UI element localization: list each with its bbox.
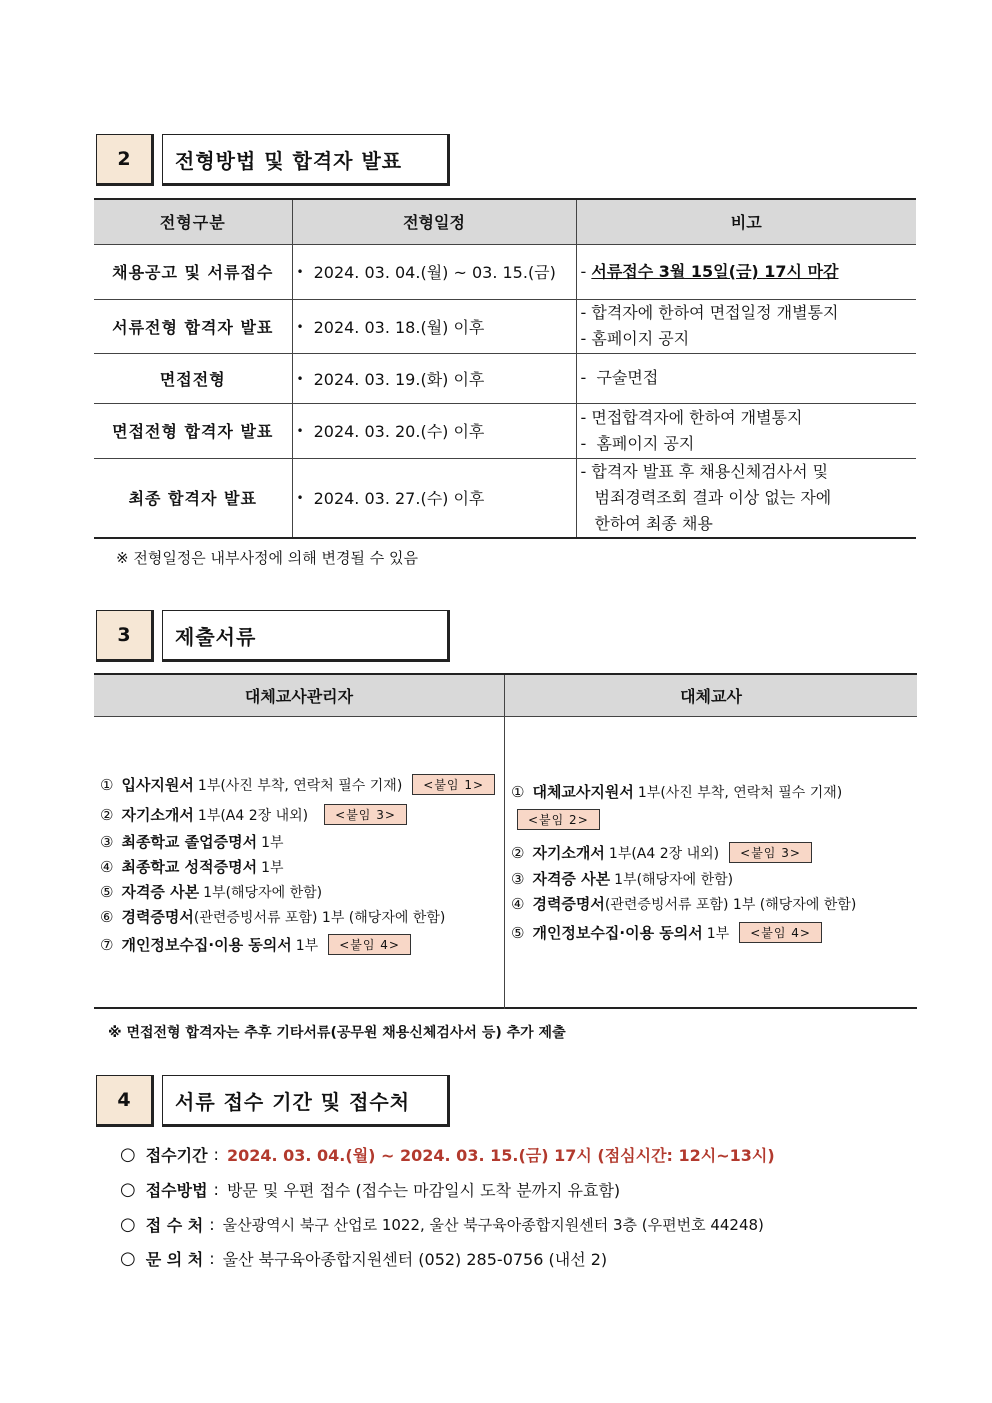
note-text: 합격자에 한하여 면접일정 개별통지 [591, 303, 839, 322]
column-header: 대체교사관리자 [94, 675, 505, 716]
note-text: 합격자 발표 후 채용신체검사서 및 [591, 461, 829, 481]
info-receipt-place: ○ 접 수 처 : 울산광역시 북구 산업로 1022, 울산 북구육아종합지원센터 3층 (우편번호 44248) [120, 1214, 764, 1235]
list-item: ⑥ 경력증명서 (관련증빙서류 포함) 1부 (해당자에 한함) [100, 907, 446, 926]
teacher-documents-list [505, 717, 917, 1009]
schedule-footnote: ※ 전형일정은 내부사정에 의해 변경될 수 있음 [116, 549, 418, 567]
note-text: 면접합격자에 한하여 개별통지 [591, 407, 803, 427]
list-item: ⑤ 자격증 사본 1부(해당자에 한함) [100, 882, 323, 901]
attachment-tag: <붙임 3> [729, 842, 812, 863]
table-row [94, 353, 916, 403]
list-item: ⑦ 개인정보수집·이용 동의서 1부 <붙임 4> [100, 934, 411, 955]
list-item: ④ 최종학교 성적증명서 1부 [100, 857, 284, 876]
table-row [94, 458, 916, 538]
documents-header-row [94, 675, 917, 717]
info-label: 접수기간 [145, 1146, 208, 1165]
attachment-tag: <붙임 4> [328, 934, 411, 955]
circle-bullet-icon: ○ [120, 1214, 136, 1235]
stage-cell: 채용공고 및 서류접수 [94, 244, 292, 299]
info-label: 접수방법 [145, 1181, 208, 1200]
list-item: ③ 자격증 사본 1부(해당자에 한함) [511, 869, 734, 888]
info-value: 울산광역시 북구 산업로 1022, 울산 북구육아종합지원센터 3층 (우편번호 44248) [222, 1216, 764, 1234]
date-cell [292, 353, 576, 403]
note-cell: - 합격자에 한하여 면접일정 개별통지 - 홈페이지 공지 [576, 299, 916, 353]
attachment-tag: <붙임 3> [324, 804, 407, 825]
section-number: 2 [96, 134, 154, 186]
stage-cell: 최종 합격자 발표 [94, 458, 292, 538]
info-value: 2024. 03. 04.(월) ~ 2024. 03. 15.(금) 17시 (점심시간: 12시~13시) [226, 1146, 775, 1165]
date-text: • 2024. 03. 19.(화) 이후 [297, 370, 485, 389]
info-value: 울산 북구육아종합지원센터 (052) 285-0756 (내선 2) [222, 1250, 608, 1269]
column-header: 전형일정 [292, 199, 576, 244]
list-item: ① 입사지원서 1부(사진 부착, 연락처 필수 기재) <붙임 1> [100, 774, 495, 795]
stage-cell: 면접전형 [94, 353, 292, 403]
date-text: • 2024. 03. 27.(수) 이후 [297, 489, 485, 508]
date-text: • 2024. 03. 18.(월) 이후 [297, 318, 485, 337]
note-cell: - 구술면접 [576, 353, 916, 403]
circle-bullet-icon: ○ [120, 1179, 136, 1200]
note-text: 한하여 최종 채용 [594, 513, 713, 533]
list-item: ② 자기소개서 1부(A4 2장 내외) <붙임 3> [100, 804, 407, 825]
note-text: 범죄경력조회 결과 이상 없는 자에 [594, 487, 832, 507]
note-cell: - 서류접수 3월 15일(금) 17시 마감 [576, 244, 916, 299]
note-text: 구술면접 [596, 368, 659, 387]
date-cell [292, 458, 576, 538]
documents-table [94, 673, 917, 1009]
stage-cell: 면접전형 합격자 발표 [94, 403, 292, 458]
section-title: 전형방법 및 합격자 발표 [162, 134, 450, 186]
date-cell [292, 299, 576, 353]
attachment-tag: <붙임 4> [739, 922, 822, 943]
column-header: 대체교사 [680, 687, 742, 706]
section-3-header [96, 610, 450, 662]
list-item [507, 809, 600, 830]
info-receipt-method: ○ 접수방법 : 방문 및 우편 접수 (접수는 마감일시 도착 분까지 유효함) [120, 1179, 621, 1200]
circle-bullet-icon: ○ [120, 1248, 136, 1269]
date-cell [292, 244, 576, 299]
section-number: 4 [96, 1075, 154, 1127]
info-value: 방문 및 우편 접수 (접수는 마감일시 도착 분까지 유효함) [226, 1181, 621, 1200]
list-item: ③ 최종학교 졸업증명서 1부 [100, 832, 284, 851]
date-text: • 2024. 03. 04.(월) ~ 03. 15.(금) [297, 263, 556, 282]
circle-bullet-icon: ○ [120, 1144, 136, 1165]
list-item: ① 대체교사지원서 1부(사진 부착, 연락처 필수 기재) [511, 782, 843, 801]
stage-cell: 서류전형 합격자 발표 [94, 299, 292, 353]
attachment-tag: <붙임 1> [412, 774, 495, 795]
note-cell: - 합격자 발표 후 채용신체검사서 및 범죄경력조회 결과 이상 없는 자에 한하여 최종 채용 [576, 458, 916, 538]
attachment-tag: <붙임 2> [517, 809, 600, 830]
date-text: • 2024. 03. 20.(수) 이후 [297, 422, 485, 441]
info-receipt-period: ○ 접수기간 : 2024. 03. 04.(월) ~ 2024. 03. 15.(금) 17시 (점심시간: 12시~13시) [120, 1144, 775, 1165]
section-title: 제출서류 [162, 610, 450, 662]
note-text: 서류접수 3월 15일(금) 17시 마감 [591, 261, 839, 281]
section-number: 3 [96, 610, 154, 662]
table-row [94, 403, 916, 458]
info-label: 문 의 처 [145, 1250, 204, 1269]
column-header: 비고 [576, 199, 916, 244]
note-text: 홈페이지 공지 [596, 433, 695, 453]
table-row [94, 244, 916, 299]
date-cell [292, 403, 576, 458]
section-title: 서류 접수 기간 및 접수처 [162, 1075, 450, 1127]
table-row [94, 299, 916, 353]
documents-footnote: ※ 면접전형 합격자는 추후 기타서류(공무원 채용신체검사서 등) 추가 제출 [108, 1025, 566, 1041]
list-item: ② 자기소개서 1부(A4 2장 내외) <붙임 3> [511, 842, 812, 863]
manager-documents-list [94, 717, 505, 1009]
section-2-header [96, 134, 450, 186]
note-text: 홈페이지 공지 [591, 329, 690, 348]
list-item: ④ 경력증명서 (관련증빙서류 포함) 1부 (해당자에 한함) [511, 894, 857, 913]
note-cell: - 면접합격자에 한하여 개별통지 - 홈페이지 공지 [576, 403, 916, 458]
column-header: 전형구분 [94, 199, 292, 244]
info-label: 접 수 처 [145, 1216, 204, 1235]
info-contact: ○ 문 의 처 : 울산 북구육아종합지원센터 (052) 285-0756 (내선 2) [120, 1248, 608, 1269]
schedule-table [94, 198, 916, 539]
section-4-header [96, 1075, 450, 1127]
table-header-row [94, 199, 916, 244]
list-item: ⑤ 개인정보수집·이용 동의서 1부 <붙임 4> [511, 922, 822, 943]
